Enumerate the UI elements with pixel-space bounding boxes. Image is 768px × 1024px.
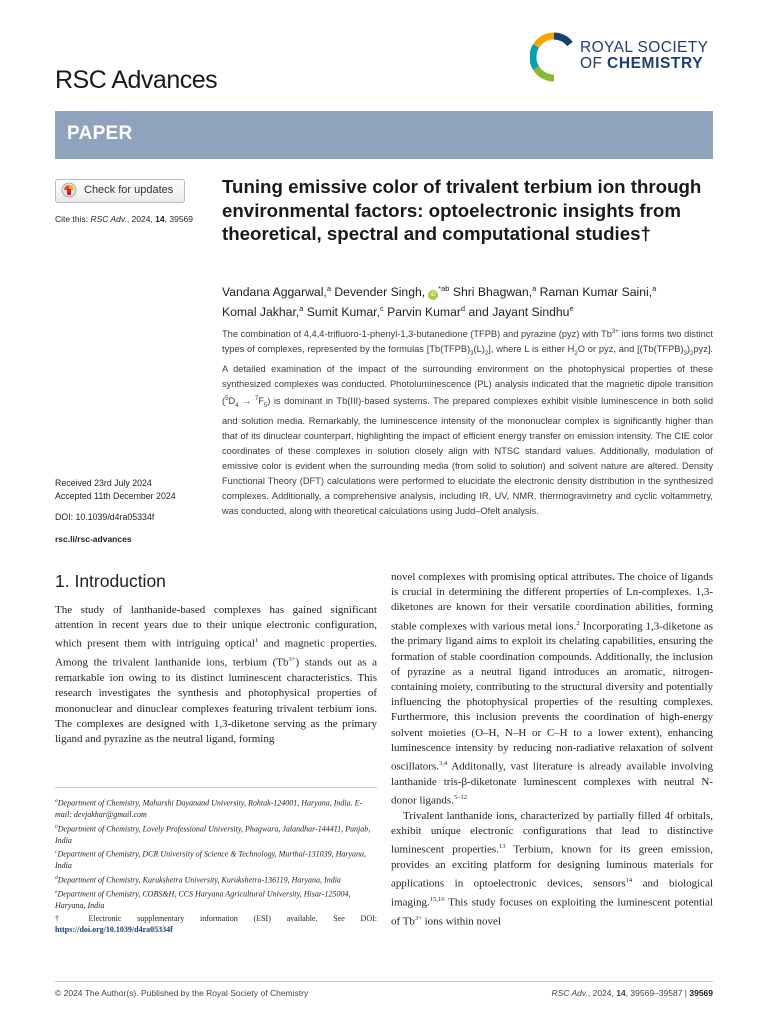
author[interactable]: Devender Singh, (330, 285, 426, 300)
author-list: Vandana Aggarwal,$^a$ Devender Singh, $iD^{*ab}$ Shri Bhagwan,$^a$ Raman Kumar Saini,$^a$ Komal Jakhar,$^a$ Sumit Kumar,$^c$ Parvin Kumar$^d$ and Jayant Sindhu$^e$ (222, 284, 657, 319)
affiliation-c: $^c$Department of Chemistry, DCR University of Science & Technology, Murthal-131039, Haryana, India (55, 849, 367, 871)
footer-divider (55, 981, 713, 982)
affiliation-d: $^d$Department of Chemistry, Kurukshetra University, Kurukshetra-136119, Haryana, India (55, 874, 341, 885)
author[interactable]: Parvin Kumar (383, 304, 461, 319)
author[interactable]: Shri Bhagwan, (449, 285, 533, 300)
publisher-line1: ROYAL SOCIETY (580, 39, 709, 56)
intro-paragraph: novel complexes with promising optical attributes. The choice of ligands is crucial in determining the different properties of Ln-complexes. 1,3-diketones are known for their versatile coordination abilities, forming stable complexes with various metal ions.$^2$ Incorporating 1,3-diketone as the primary ligand aims to exploit its chelating capabilities, ensuring the formation of stable coordination compounds. Additionally, the inclusion of pyrazine as a neutral ligand introduces an aromatic, nitrogen-containing moiety, contributing to the structural diversity and potentially influencing the photophysical properties of the resulting complexes. Furthermore, this inclusion prevents the coordination of high-energy solvent moieties (O–H, N–H or C–H to a lower extent), enhancing luminescence intensity by reducing non-radiative relaxation of solvent oscillators.$^{3,4}$ Additonally, vast literature is already available involving lanthanide tris-β-diketonate luminescent complexes with neutral N-donor ligands.$^{5-12}$ (391, 571, 713, 807)
received-date: Received 23rd July 2024 (55, 478, 152, 488)
page-number: 39569 (689, 988, 713, 998)
check-for-updates-label: Check for updates (84, 184, 174, 196)
crossmark-icon (61, 182, 77, 198)
copyright: © 2024 The Author(s). Published by the Royal Society of Chemistry (55, 988, 309, 998)
abstract: The combination of 4,4,4-trifluoro-1-phenyl-1,3-butanedione (TFPB) and pyrazine (pyz) with $Tb^{3+}$ ions forms two distinct types of complexes, represented by the formulas $[Tb(TFPB)_3(L)_2]$, where L is either $H_2O$ or pyz, and $[(Tb(TFPB)_3)_2pyz]$. A detailed examination of the impact of the surrounding environment on the photophysical properties of these synthesized complexes was conducted. Photoluminescence (PL) analysis indicated that the magnetic dipole transition $(^5D_4 \to ^7F_5)$ is dominant in Tb(III)-based systems. The prepared complexes exhibit visible luminescence in both solid and solution media. Remarkably, the luminescence intensity of the mononuclear complex is significantly higher than that of its dinuclear counterpart, highlighting the impact of efficient energy transfer on emission intensity. The CIE color coordinates of these complexes in solution closely align with NTSC standard values. Additionally, modulation of emissive color is evident when the surrounding media (from solid to solution) and solvent nature are altered. Density Functional Theory (DFT) calculations were performed to elucidate the electronic density distribution in the synthesized complexes. Additionally, a comprehensive analysis, including IR, UV, NMR, thermogravimetry and cyclic voltammetry, was conducted, along with theoretical calculations using Judd–Ofelt analysis. (222, 329, 714, 516)
publisher-of: OF (580, 55, 608, 72)
esi-doi-link[interactable]: https://doi.org/10.1039/d4ra05334f (55, 925, 173, 935)
affiliation-a: $^a$Department of Chemistry, Maharshi Dayanand University, Rohtak-124001, Haryana, India. E-mail: devjakhar@gmail.com (55, 798, 363, 820)
rsc-logo-icon (530, 32, 578, 82)
publisher-chemistry: CHEMISTRY (607, 55, 704, 72)
intro-paragraph-left: The study of lanthanide-based complexes has gained significant attention in recent years due to their unique electronic configuration, which present them with intriguing optical$^1$ and magnetic properties. Among the trivalent lanthanide ions, terbium $(Tb^{3+})$ stands out as a remarkable ion owing to its distinct luminescent characteristics. This research investigates the synthesis and photophysical properties of mononuclear and dinuclear complexes featuring trivalent terbium ions. The complexes are designed with 1,3-diketone serving as the primary ligand and pyrazine as the neutral ligand, forming (55, 604, 378, 745)
article-type-label: PAPER (67, 123, 133, 144)
article-type-banner (55, 111, 713, 159)
section-heading: 1. Introduction (55, 571, 166, 591)
author[interactable]: Vandana Aggarwal, (222, 285, 327, 300)
check-for-updates-button[interactable] (55, 179, 185, 203)
page-citation: RSC Adv., 2024, 14, 39569–39587 | 39569 (551, 988, 713, 998)
citation: Cite this: RSC Adv., 2024, 14, 39569 (55, 214, 194, 224)
intro-paragraph: Trivalent lanthanide ions, characterized by partially filled 4f orbitals, exhibit unique electronic configurations that lead to distinctive luminescent properties.$^{13}$ Terbium, known for its green emission, provides an exciting platform for designing luminous materials for applications in optoelectronic devices, sensors$^{14}$ and biological imaging.$^{15,16}$ This study focuses on exploiting the luminescent potential of $Tb^{3+}$ ions within novel (391, 810, 714, 928)
accepted-date: Accepted 11th December 2024 (55, 491, 176, 501)
intro-column-right (391, 570, 713, 930)
rsc-logo[interactable] (530, 30, 720, 84)
article-title: Tuning emissive color of trivalent terbium ion through environmental factors: optoelectronic insights from theoretical, spectral and computational studies† (222, 176, 702, 244)
author[interactable]: Sumit Kumar, (303, 304, 380, 319)
author[interactable]: Raman Kumar Saini, (536, 285, 653, 300)
author[interactable]: and Jayant Sindhu (465, 304, 570, 319)
esi-note: † Electronic supplementary information (ESI) available. See DOI: https://doi.org/10.1039/d4ra05334f (55, 913, 377, 935)
journal-name: RSC Advances (55, 66, 218, 94)
journal-link[interactable]: rsc.li/rsc-advances (55, 534, 132, 544)
orcid-icon[interactable]: iD (428, 290, 438, 300)
footnote-divider (55, 787, 377, 788)
affiliations (55, 796, 377, 937)
affiliation-e: $^e$Department of Chemistry, COBS&H, CCS Haryana Agricultural University, Hisar-125004, Haryana, India (55, 889, 351, 911)
author[interactable]: Komal Jakhar, (222, 304, 300, 319)
doi[interactable]: DOI: 10.1039/d4ra05334f (55, 512, 155, 522)
affiliation-b: $^b$Department of Chemistry, Lovely Professional University, Phagwara, Jalandhar-144411, Punjab, India (55, 823, 371, 845)
